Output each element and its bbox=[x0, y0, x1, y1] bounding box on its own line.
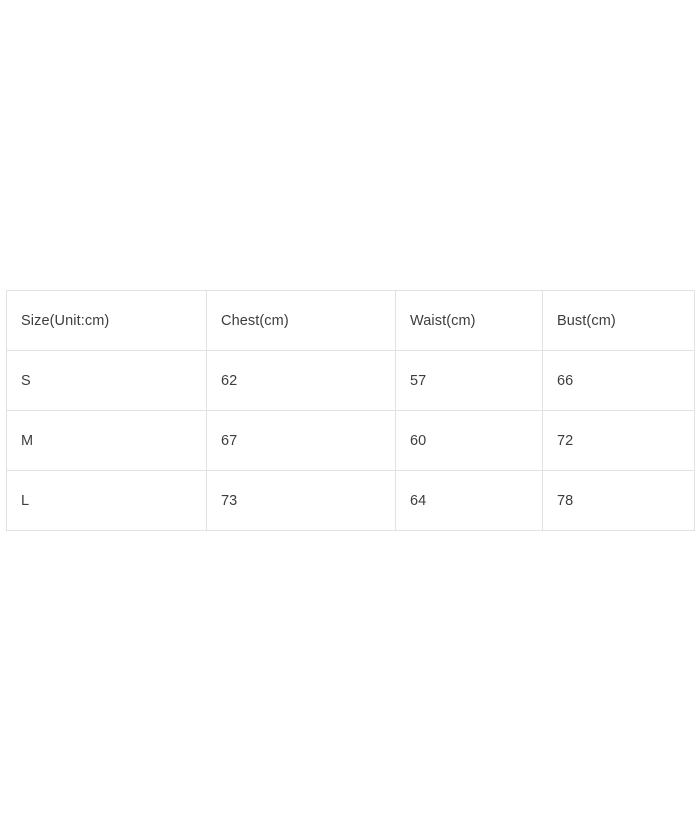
table-row bbox=[7, 351, 695, 411]
table-header-row bbox=[7, 291, 695, 351]
size-chart-table bbox=[6, 290, 695, 531]
cell-waist: 64 bbox=[396, 471, 543, 531]
column-header-chest: Chest(cm) bbox=[207, 291, 396, 351]
cell-bust: 72 bbox=[543, 411, 695, 471]
cell-waist: 57 bbox=[396, 351, 543, 411]
cell-size: S bbox=[7, 351, 207, 411]
cell-chest: 67 bbox=[207, 411, 396, 471]
cell-waist: 60 bbox=[396, 411, 543, 471]
cell-chest: 62 bbox=[207, 351, 396, 411]
size-chart-container bbox=[6, 290, 694, 531]
cell-size: M bbox=[7, 411, 207, 471]
cell-size: L bbox=[7, 471, 207, 531]
cell-chest: 73 bbox=[207, 471, 396, 531]
table-row bbox=[7, 411, 695, 471]
cell-bust: 66 bbox=[543, 351, 695, 411]
column-header-bust: Bust(cm) bbox=[543, 291, 695, 351]
cell-bust: 78 bbox=[543, 471, 695, 531]
column-header-waist: Waist(cm) bbox=[396, 291, 543, 351]
column-header-size: Size(Unit:cm) bbox=[7, 291, 207, 351]
table-row bbox=[7, 471, 695, 531]
